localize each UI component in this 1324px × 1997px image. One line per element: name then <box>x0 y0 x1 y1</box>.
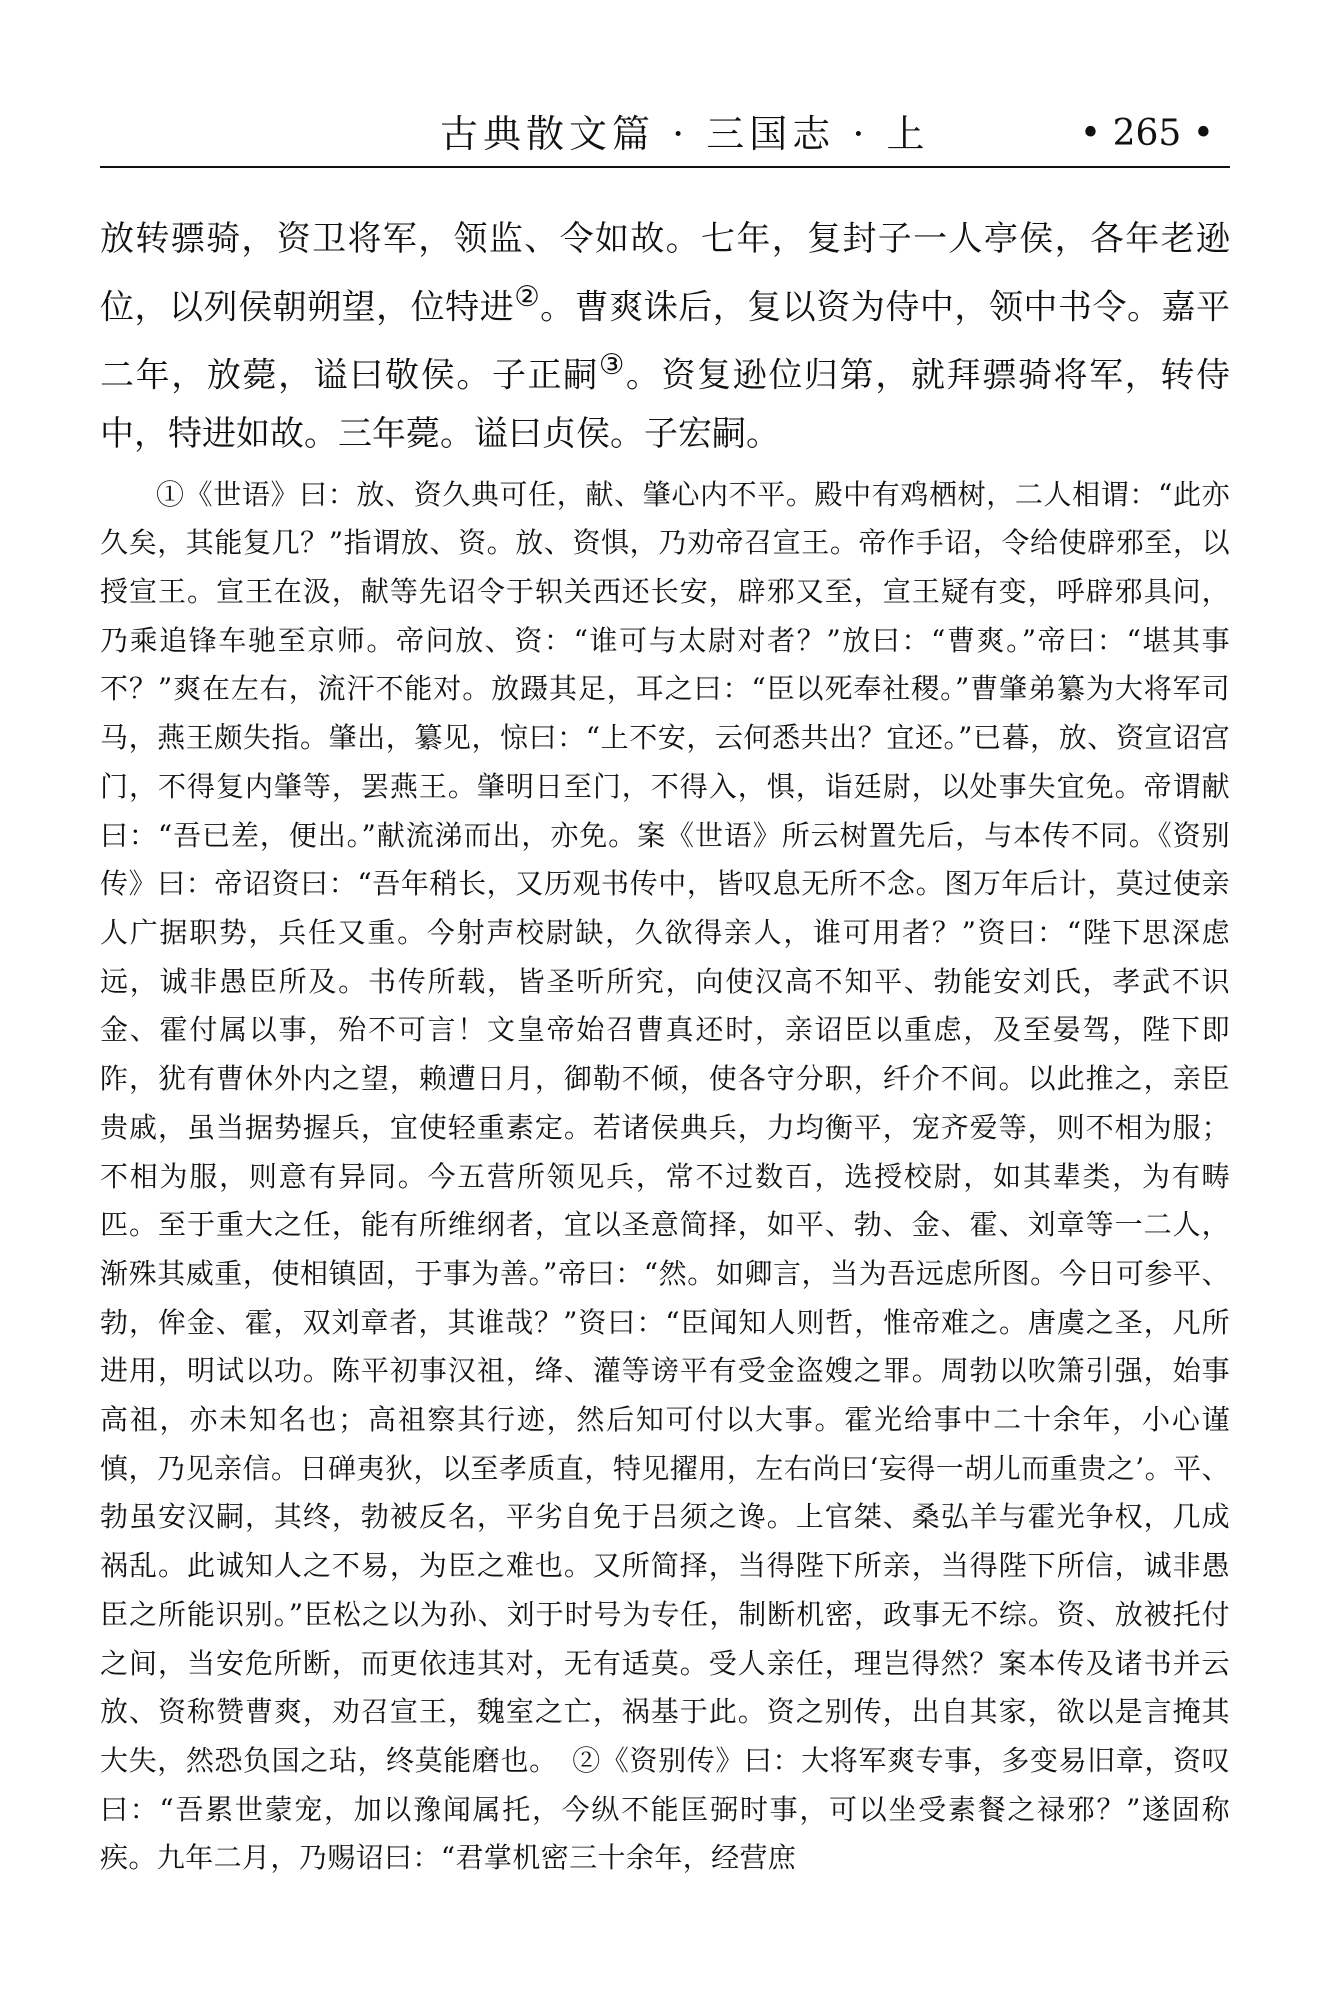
main-text-segment: 。资复逊位归第，就拜骠骑将军，转侍中，特进如故。三年薨。谥曰贞侯。子宏嗣。 <box>100 355 1231 454</box>
main-text-segment: 。曹爽诛后，复以资为侍中，领中书令。嘉平二年，放薨，谥曰敬侯。子正嗣 <box>100 287 1231 396</box>
footnote-marker: ③ <box>598 348 626 382</box>
page-content <box>100 210 1230 1883</box>
main-text-paragraph <box>100 210 1230 463</box>
footnote-paragraph <box>100 471 1230 1883</box>
footnote-1: ①《世语》曰：放、资久典可任，献、肇心内不平。殿中有鸡栖树，二人相谓：“此亦久矣，其能复几？”指谓放、资。放、资惧，乃劝帝召宣王。帝作手诏，令给使辟邪至，以授宣王。宣王在汲，献等先诏令于轵关西还长安，辟邪又至，宣王疑有变，呼辟邪具问，乃乘追锋车驰至京师。帝问放、资：“谁可与太尉对者？”放曰：“曹爽。”帝曰：“堪其事不？”爽在左右，流汗不能对。放蹑其足，耳之曰：“臣以死奉社稷。”曹肇弟纂为大将军司马，燕王颇失指。肇出，纂见，惊曰：“上不安，云何悉共出？宜还。”已暮，放、资宣诏宫门，不得复内肇等，罢燕王。肇明日至门，不得入，惧，诣廷尉，以处事失宜免。帝谓献曰：“吾已差，便出。”献流涕而出，亦免。案《世语》所云树置先后，与本传不同。《资别传》曰：帝诏资曰：“吾年稍长，又历观书传中，皆叹息无所不念。图万年后计，莫过使亲人广据职势，兵任又重。今射声校尉缺，久欲得亲人，谁可用者？”资曰：“陛下思深虑远，诚非愚臣所及。书传所载，皆圣听所究，向使汉高不知平、勃能安刘氏，孝武不识金、霍付属以事，殆不可言！文皇帝始召曹真还时，亲诏臣以重虑，及至晏驾，陛下即阼，犹有曹休外内之望，赖遭日月，御勒不倾，使各守分职，纤介不间。以此推之，亲臣贵戚，虽当据势握兵，宜使轻重素定。若诸侯典兵，力均衡平，宠齐爱等，则不相为服；不相为服，则意有异同。今五营所领见兵，常不过数百，选授校尉，如其辈类，为有畴匹。至于重大之任，能有所维纲者，宜以圣意简择，如平、勃、金、霍、刘章等一二人，渐殊其威重，使相镇固，于事为善。”帝曰：“然。如卿言，当为吾远虑所图。今日可参平、勃，侔金、霍，双刘章者，其谁哉？”资曰：“臣闻知人则哲，惟帝难之。唐虞之圣，凡所进用，明试以功。陈平初事汉祖，绛、灌等谤平有受金盗嫂之罪。周勃以吹箫引强，始事高祖，亦未知名也；高祖察其行迹，然后知可付以大事。霍光给事中二十余年，小心谨慎，乃见亲信。日䃅夷狄，以至孝质直，特见擢用，左右尚曰‘妄得一胡儿而重贵之’。平、勃虽安汉嗣，其终，勃被反名，平劣自免于吕须之谗。上官桀、桑弘羊与霍光争权，几成祸乱。此诚知人之不易，为臣之难也。又所简择，当得陛下所亲，当得陛下所信，诚非愚臣之所能识别。”臣松之以为孙、刘于时号为专任，制断机密，政事无不综。资、放被托付之间，当安危所断，而更依违其对，无有适莫。受人亲任，理岂得然？案本传及诸书并云放、资称赞曹爽，劝召宣王，魏室之亡，祸基于此。资之别传，出自其家，欲以是言掩其大失，然恐负国之玷，终莫能磨也。 <box>100 477 1230 1777</box>
running-title: 古典散文篇 · 三国志 · 上 <box>440 112 930 156</box>
page-number: • 265 • <box>1079 113 1214 154</box>
header-rule <box>100 166 1230 168</box>
footnote-marker: ② <box>514 280 541 313</box>
footnote-2: ②《资别传》曰：大将军爽专事，多变易旧章，资叹曰：“吾累世蒙宠，加以豫闻属托，今纵不能匡弼时事，可以坐受素餐之禄邪？”遂固称疾。九年二月，乃赐诏曰：“君掌机密三十余年，经营庶 <box>100 1743 1230 1875</box>
running-header <box>100 100 1230 168</box>
main-text-segment: 放转骠骑，资卫将军，领监、令如故。七年，复封子一人亭侯，各年老逊位，以列侯朝朔望，位特进 <box>100 219 1230 328</box>
